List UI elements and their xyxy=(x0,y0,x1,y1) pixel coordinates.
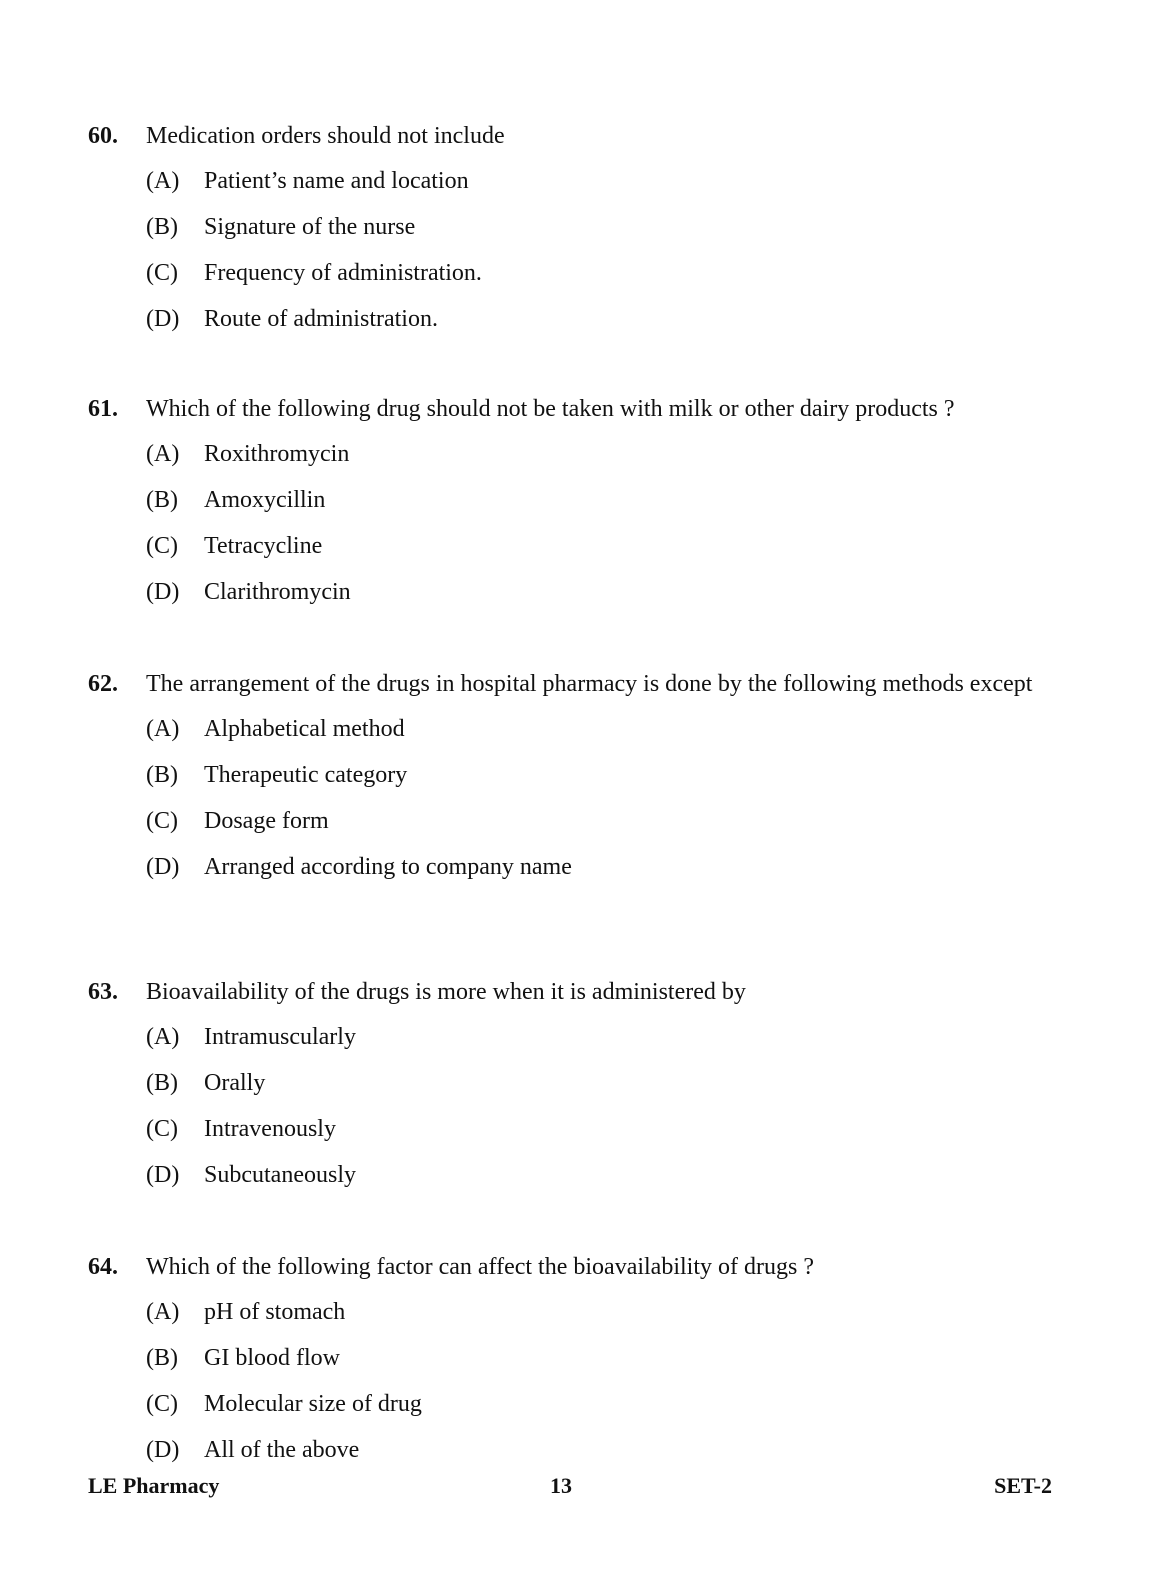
option-text: pH of stomach xyxy=(204,1299,346,1325)
option-text: Alphabetical method xyxy=(204,716,405,742)
option-b xyxy=(146,1068,1063,1114)
option-text: Signature of the nurse xyxy=(204,214,416,240)
option-letter: (A) xyxy=(146,716,180,742)
option-a xyxy=(146,166,1063,212)
question-stem xyxy=(88,668,1063,700)
option-d xyxy=(146,577,1063,623)
option-letter: (D) xyxy=(146,579,180,605)
option-b xyxy=(146,760,1063,806)
option-text: Intravenously xyxy=(204,1116,336,1142)
option-letter: (A) xyxy=(146,168,180,194)
option-text: Subcutaneously xyxy=(204,1162,356,1188)
question-63 xyxy=(88,976,1063,1206)
options-list xyxy=(146,1022,1063,1206)
question-number: 60. xyxy=(88,123,118,149)
option-a xyxy=(146,1297,1063,1343)
option-text: Clarithromycin xyxy=(204,579,351,605)
question-number: 64. xyxy=(88,1254,118,1280)
options-list xyxy=(146,166,1063,350)
question-60 xyxy=(88,120,1063,350)
option-text: Roxithromycin xyxy=(204,441,350,467)
option-letter: (B) xyxy=(146,762,178,788)
question-stem xyxy=(88,393,1063,425)
option-letter: (D) xyxy=(146,854,180,880)
option-d xyxy=(146,304,1063,350)
question-62 xyxy=(88,668,1063,898)
question-stem xyxy=(88,1251,1063,1283)
option-letter: (C) xyxy=(146,808,178,834)
option-c xyxy=(146,1389,1063,1435)
option-text: Patient’s name and location xyxy=(204,168,469,194)
option-letter: (C) xyxy=(146,1116,178,1142)
option-text: Orally xyxy=(204,1070,266,1096)
option-text: Therapeutic category xyxy=(204,762,408,788)
question-number: 61. xyxy=(88,396,118,422)
option-letter: (D) xyxy=(146,306,180,332)
page-footer xyxy=(88,1472,1052,1500)
page-number: 13 xyxy=(550,1473,572,1498)
option-b xyxy=(146,212,1063,258)
option-d xyxy=(146,1160,1063,1206)
option-text: GI blood flow xyxy=(204,1345,340,1371)
option-letter: (B) xyxy=(146,487,178,513)
options-list xyxy=(146,714,1063,898)
option-text: All of the above xyxy=(204,1437,360,1463)
option-text: Dosage form xyxy=(204,808,329,834)
option-letter: (B) xyxy=(146,1345,178,1371)
question-text: Which of the following factor can affect the bioavailability of drugs ? xyxy=(146,1254,814,1280)
option-text: Amoxycillin xyxy=(204,487,326,513)
option-letter: (B) xyxy=(146,1070,178,1096)
option-letter: (B) xyxy=(146,214,178,240)
option-text: Arranged according to company name xyxy=(204,854,572,880)
question-number: 63. xyxy=(88,979,118,1005)
option-a xyxy=(146,714,1063,760)
option-c xyxy=(146,1114,1063,1160)
option-letter: (A) xyxy=(146,441,180,467)
question-61 xyxy=(88,393,1063,623)
option-b xyxy=(146,485,1063,531)
option-letter: (C) xyxy=(146,1391,178,1417)
options-list xyxy=(146,439,1063,623)
option-c xyxy=(146,806,1063,852)
question-text: Bioavailability of the drugs is more when it is administered by xyxy=(146,979,746,1005)
question-64 xyxy=(88,1251,1063,1481)
option-text: Tetracycline xyxy=(204,533,323,559)
footer-subject: LE Pharmacy xyxy=(88,1473,220,1498)
option-text: Intramuscularly xyxy=(204,1024,356,1050)
option-a xyxy=(146,1022,1063,1068)
option-d xyxy=(146,852,1063,898)
question-stem xyxy=(88,976,1063,1008)
option-letter: (D) xyxy=(146,1162,180,1188)
option-letter: (C) xyxy=(146,533,178,559)
question-text: Medication orders should not include xyxy=(146,123,505,149)
question-number: 62. xyxy=(88,671,118,697)
option-a xyxy=(146,439,1063,485)
options-list xyxy=(146,1297,1063,1481)
option-b xyxy=(146,1343,1063,1389)
option-c xyxy=(146,531,1063,577)
option-c xyxy=(146,258,1063,304)
option-letter: (D) xyxy=(146,1437,180,1463)
question-text: The arrangement of the drugs in hospital pharmacy is done by the following methods except xyxy=(146,671,1033,697)
question-text: Which of the following drug should not be taken with milk or other dairy products ? xyxy=(146,396,955,422)
option-letter: (C) xyxy=(146,260,178,286)
footer-set: SET-2 xyxy=(994,1473,1052,1498)
option-letter: (A) xyxy=(146,1299,180,1325)
option-text: Frequency of administration. xyxy=(204,260,482,286)
option-text: Route of administration. xyxy=(204,306,438,332)
question-stem xyxy=(88,120,1063,152)
option-letter: (A) xyxy=(146,1024,180,1050)
option-text: Molecular size of drug xyxy=(204,1391,422,1417)
